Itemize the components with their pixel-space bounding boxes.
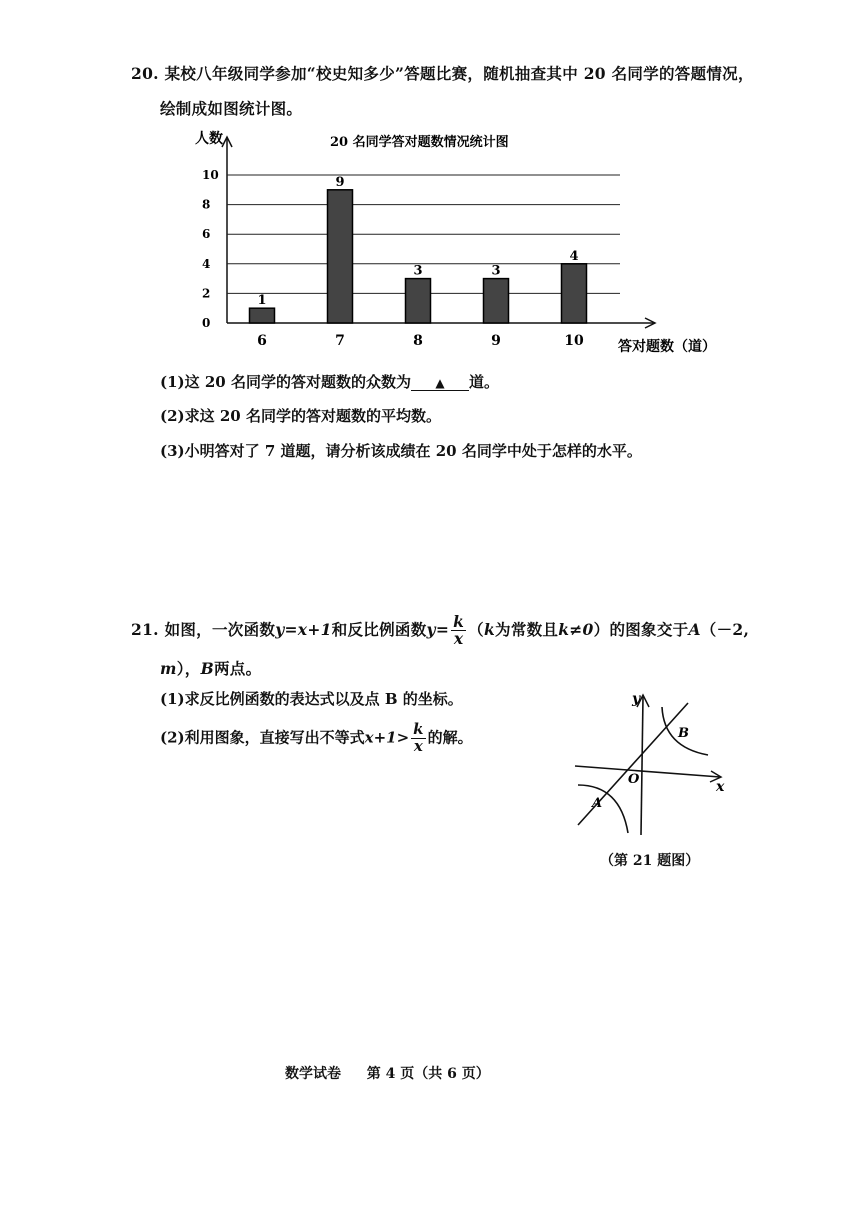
category-label: 10 <box>564 333 584 349</box>
q21-sub1: (1)求反比例函数的表达式以及点 B 的坐标。 <box>160 690 463 708</box>
q21-sub2 <box>160 722 473 755</box>
y-tick-label: 4 <box>202 256 211 271</box>
hyperbola-lower-branch <box>578 785 628 833</box>
q21-line1 <box>131 614 749 648</box>
q21-sub2-ineq: x+1> <box>364 728 410 747</box>
q21-frac-den: x <box>453 629 464 649</box>
q21-fraction <box>451 614 466 648</box>
bar-value-label: 3 <box>413 263 423 279</box>
bar <box>328 190 353 323</box>
y-tick-label: 6 <box>202 227 211 242</box>
q21-point-a: A <box>688 619 701 639</box>
fig-label-b: B <box>678 726 689 741</box>
q20-line1 <box>131 62 754 84</box>
category-label: 8 <box>413 333 423 349</box>
y-tick-label: 2 <box>202 286 211 301</box>
q20-sub1-text: (1)这 20 名同学的答对题数的众数为 <box>160 373 411 391</box>
bar <box>250 308 275 323</box>
q21-m: m <box>160 659 177 678</box>
q21-line2 <box>160 657 261 679</box>
q21-k: k <box>483 619 496 639</box>
q21-number: 21. <box>131 619 159 639</box>
y-tick-label: 0 <box>202 316 211 330</box>
footer-page: 第 4 页（共 6 页） <box>366 1066 490 1082</box>
q21-sub2-frac-den: x <box>413 736 423 755</box>
q21-text-b: 和反比例函数 <box>331 619 427 639</box>
q21-text-a: 如图，一次函数 <box>164 619 276 639</box>
q21-text-h: 两点。 <box>213 659 262 678</box>
bar-value-label: 1 <box>257 293 267 309</box>
q21-function-graph <box>570 685 735 845</box>
bar-chart <box>180 125 740 360</box>
footer-subject: 数学试卷 <box>285 1066 341 1082</box>
category-label: 7 <box>335 333 345 349</box>
q20-stem-line1: 某校八年级同学参加“校史知多少”答题比赛，随机抽查其中 20 名同学的答题情况， <box>164 64 754 83</box>
q21-text-f: （－2, <box>700 619 750 639</box>
fig-label-y: y <box>632 691 641 707</box>
q21-sub2-text-b: 的解。 <box>427 728 473 747</box>
q21-linear-eq: y=x+1 <box>275 619 332 639</box>
q20-stem-line2: 绘制成如图统计图。 <box>160 99 303 118</box>
q21-eq-sign: = <box>435 619 450 639</box>
x-axis <box>575 766 720 777</box>
q21-text-g: ）， <box>176 659 201 678</box>
bar <box>406 279 431 323</box>
q20-sub1-unit: 道。 <box>468 373 499 391</box>
bar <box>484 279 509 323</box>
bar <box>562 264 587 323</box>
y-axis <box>641 697 643 835</box>
answer-blank <box>411 374 469 391</box>
category-label: 6 <box>257 333 267 349</box>
bar-value-label: 4 <box>569 248 579 264</box>
q21-text-c: （ <box>468 619 484 639</box>
bar-value-label: 9 <box>335 174 345 190</box>
q21-y: y <box>426 619 436 639</box>
q21-text-e: ）的图象交于 <box>593 619 689 639</box>
q20-sub2: (2)求这 20 名同学的答对题数的平均数。 <box>160 407 441 425</box>
q21-sub2-frac-num: k <box>413 720 424 738</box>
chart-xlabel: 答对题数（道） <box>618 339 716 355</box>
q21-sub2-text-a: (2)利用图象，直接写出不等式 <box>160 728 365 747</box>
q20-number: 20. <box>131 64 159 83</box>
fig-caption: （第 21 题图） <box>600 853 700 869</box>
chart-ylabel: 人数 <box>195 131 223 147</box>
y-tick-label: 8 <box>202 197 211 212</box>
q21-sub2-fraction <box>411 722 425 755</box>
footer <box>285 1063 490 1083</box>
q20-sub3: (3)小明答对了 7 道题，请分析该成绩在 20 名同学中处于怎样的水平。 <box>160 442 642 460</box>
chart-title: 20 名同学答对题数情况统计图 <box>330 135 509 150</box>
bar-value-label: 3 <box>491 263 501 279</box>
fig-label-a: A <box>592 796 603 811</box>
category-label: 9 <box>491 333 501 349</box>
fig-label-o: O <box>628 772 640 787</box>
q21-k-ne: k≠0 <box>558 619 594 639</box>
q21-text-d: 为常数且 <box>495 619 559 639</box>
q21-point-b: B <box>200 659 214 678</box>
fig-label-x: x <box>716 779 725 795</box>
q21-frac-num: k <box>453 612 465 631</box>
triangle-icon: ▲ <box>435 376 445 390</box>
q20-sub1 <box>160 371 499 392</box>
y-tick-label: 10 <box>202 168 219 182</box>
